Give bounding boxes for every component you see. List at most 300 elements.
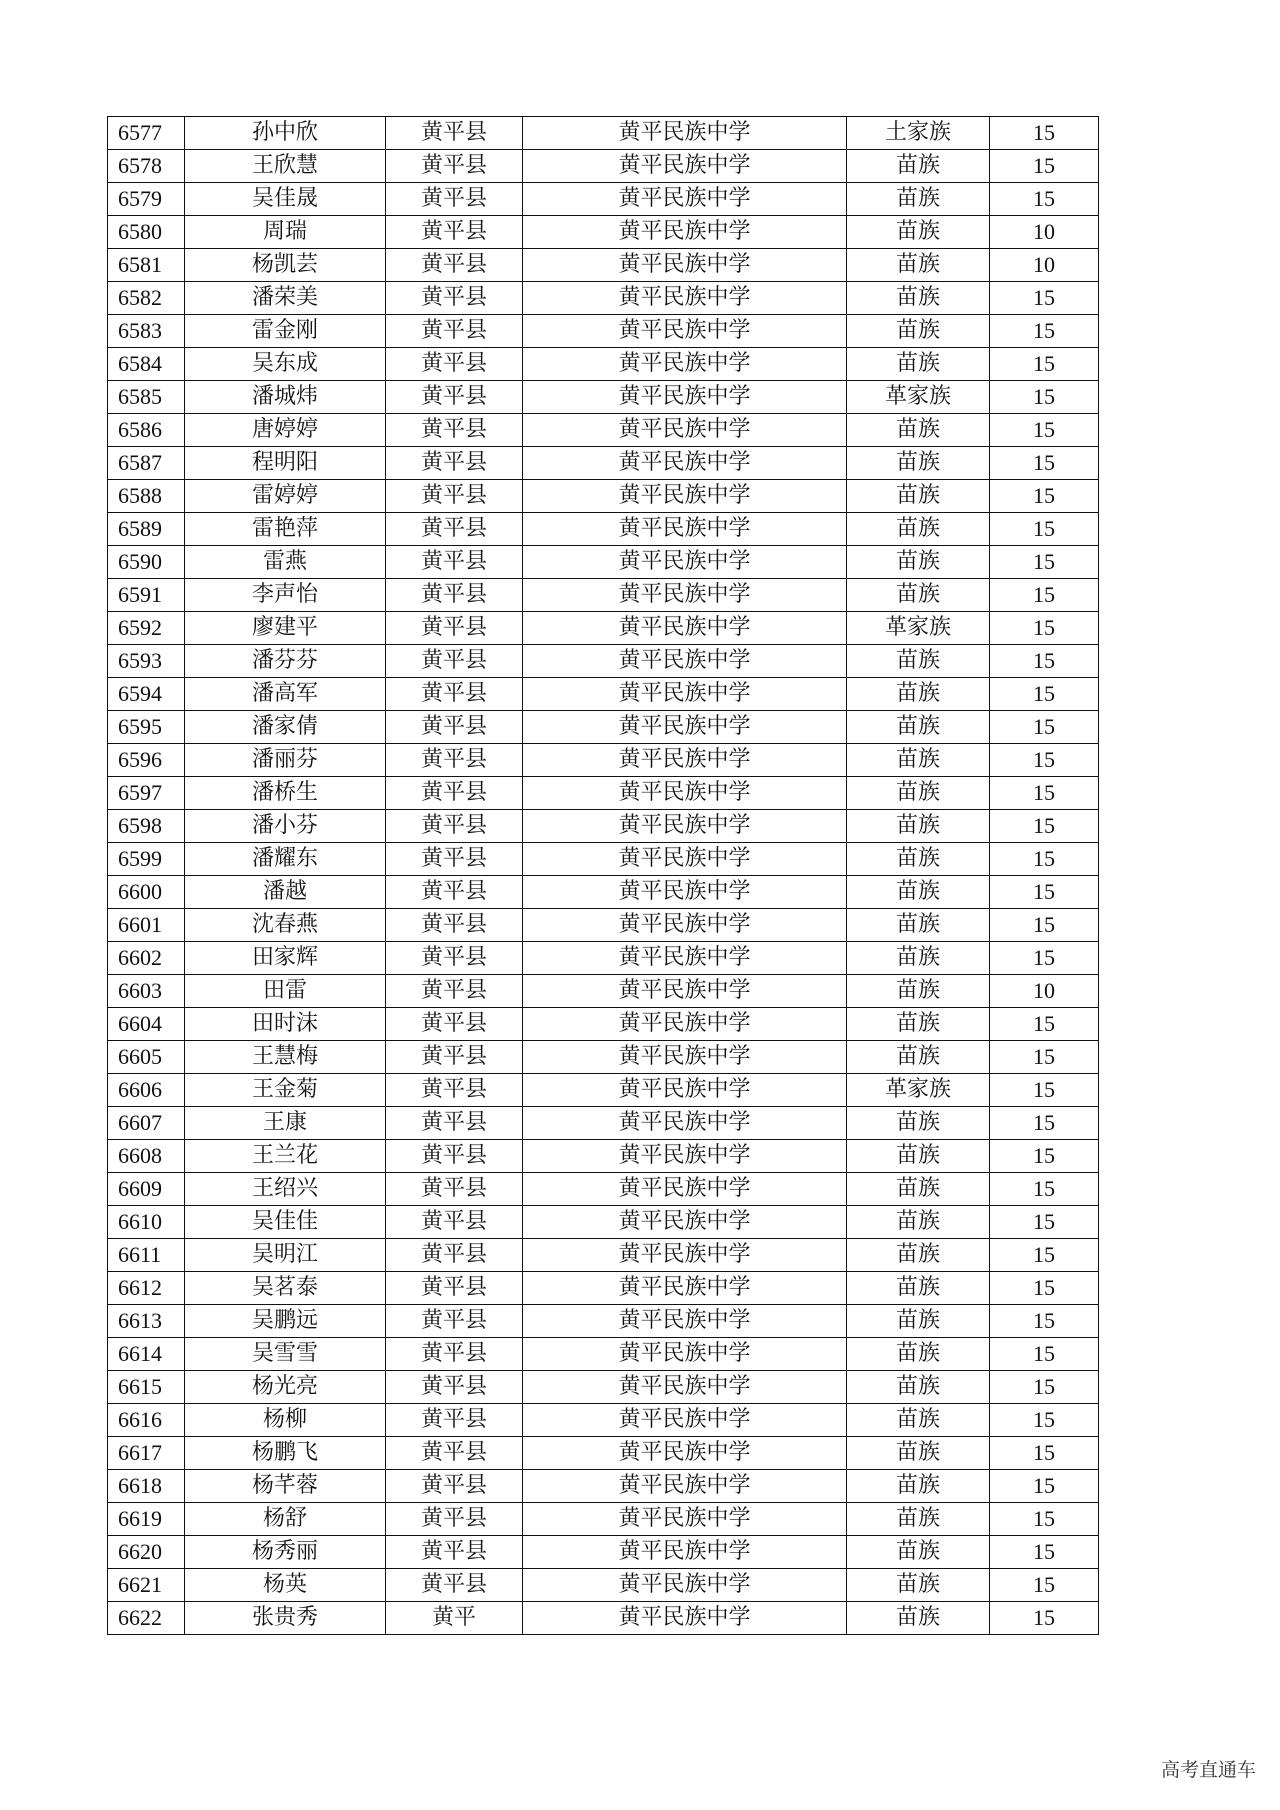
row-number-cell: 6602 (108, 942, 185, 975)
table-row (108, 579, 1099, 612)
school-name-cell: 黄平民族中学 (523, 447, 847, 480)
ethnicity-cell: 苗族 (847, 1140, 990, 1173)
row-number-cell: 6577 (108, 117, 185, 150)
county-cell: 黄平县 (386, 1338, 523, 1371)
school-name-cell: 黄平民族中学 (523, 1404, 847, 1437)
student-name-cell: 王康 (185, 1107, 386, 1140)
school-name-cell: 黄平民族中学 (523, 480, 847, 513)
row-number-cell: 6620 (108, 1536, 185, 1569)
ethnicity-cell: 苗族 (847, 942, 990, 975)
table-row (108, 1107, 1099, 1140)
student-name-cell: 潘高军 (185, 678, 386, 711)
bonus-score-cell: 15 (990, 1272, 1099, 1305)
county-cell: 黄平县 (386, 1008, 523, 1041)
table-row (108, 1008, 1099, 1041)
table-row (108, 909, 1099, 942)
school-name-cell: 黄平民族中学 (523, 1305, 847, 1338)
bonus-score-cell: 15 (990, 414, 1099, 447)
student-name-cell: 唐婷婷 (185, 414, 386, 447)
bonus-score-cell: 15 (990, 744, 1099, 777)
table-row (108, 1404, 1099, 1437)
student-roster-table (107, 116, 1099, 1635)
row-number-cell: 6601 (108, 909, 185, 942)
student-name-cell: 周瑞 (185, 216, 386, 249)
ethnicity-cell: 苗族 (847, 975, 990, 1008)
ethnicity-cell: 苗族 (847, 1008, 990, 1041)
county-cell: 黄平县 (386, 678, 523, 711)
ethnicity-cell: 苗族 (847, 810, 990, 843)
student-name-cell: 潘丽芬 (185, 744, 386, 777)
student-name-cell: 王兰花 (185, 1140, 386, 1173)
bonus-score-cell: 15 (990, 183, 1099, 216)
county-cell: 黄平县 (386, 1536, 523, 1569)
school-name-cell: 黄平民族中学 (523, 1008, 847, 1041)
ethnicity-cell: 苗族 (847, 843, 990, 876)
school-name-cell: 黄平民族中学 (523, 216, 847, 249)
bonus-score-cell: 15 (990, 447, 1099, 480)
student-name-cell: 潘家倩 (185, 711, 386, 744)
student-name-cell: 潘小芬 (185, 810, 386, 843)
county-cell: 黄平县 (386, 1305, 523, 1338)
student-name-cell: 孙中欣 (185, 117, 386, 150)
school-name-cell: 黄平民族中学 (523, 1074, 847, 1107)
bonus-score-cell: 15 (990, 150, 1099, 183)
county-cell: 黄平县 (386, 414, 523, 447)
bonus-score-cell: 15 (990, 942, 1099, 975)
ethnicity-cell: 苗族 (847, 183, 990, 216)
table-row (108, 1305, 1099, 1338)
bonus-score-cell: 15 (990, 315, 1099, 348)
bonus-score-cell: 15 (990, 1371, 1099, 1404)
ethnicity-cell: 苗族 (847, 645, 990, 678)
student-name-cell: 潘荣美 (185, 282, 386, 315)
table-row (108, 1536, 1099, 1569)
row-number-cell: 6578 (108, 150, 185, 183)
student-name-cell: 吴佳佳 (185, 1206, 386, 1239)
row-number-cell: 6611 (108, 1239, 185, 1272)
student-name-cell: 雷金刚 (185, 315, 386, 348)
school-name-cell: 黄平民族中学 (523, 975, 847, 1008)
ethnicity-cell: 革家族 (847, 1074, 990, 1107)
row-number-cell: 6614 (108, 1338, 185, 1371)
ethnicity-cell: 苗族 (847, 711, 990, 744)
school-name-cell: 黄平民族中学 (523, 711, 847, 744)
row-number-cell: 6585 (108, 381, 185, 414)
school-name-cell: 黄平民族中学 (523, 1239, 847, 1272)
school-name-cell: 黄平民族中学 (523, 1338, 847, 1371)
student-name-cell: 田家辉 (185, 942, 386, 975)
table-row (108, 546, 1099, 579)
bonus-score-cell: 15 (990, 513, 1099, 546)
student-name-cell: 王金菊 (185, 1074, 386, 1107)
ethnicity-cell: 苗族 (847, 1437, 990, 1470)
ethnicity-cell: 苗族 (847, 579, 990, 612)
county-cell: 黄平县 (386, 909, 523, 942)
bonus-score-cell: 15 (990, 381, 1099, 414)
bonus-score-cell: 15 (990, 1008, 1099, 1041)
student-name-cell: 张贵秀 (185, 1602, 386, 1635)
school-name-cell: 黄平民族中学 (523, 150, 847, 183)
table-row (108, 1173, 1099, 1206)
school-name-cell: 黄平民族中学 (523, 1536, 847, 1569)
row-number-cell: 6612 (108, 1272, 185, 1305)
bonus-score-cell: 15 (990, 1503, 1099, 1536)
county-cell: 黄平县 (386, 315, 523, 348)
bonus-score-cell: 15 (990, 1074, 1099, 1107)
student-name-cell: 王慧梅 (185, 1041, 386, 1074)
student-name-cell: 杨鹏飞 (185, 1437, 386, 1470)
row-number-cell: 6584 (108, 348, 185, 381)
ethnicity-cell: 革家族 (847, 381, 990, 414)
county-cell: 黄平县 (386, 810, 523, 843)
bonus-score-cell: 10 (990, 249, 1099, 282)
school-name-cell: 黄平民族中学 (523, 249, 847, 282)
school-name-cell: 黄平民族中学 (523, 1206, 847, 1239)
table-row (108, 282, 1099, 315)
bonus-score-cell: 15 (990, 1107, 1099, 1140)
row-number-cell: 6598 (108, 810, 185, 843)
row-number-cell: 6579 (108, 183, 185, 216)
row-number-cell: 6599 (108, 843, 185, 876)
county-cell: 黄平县 (386, 216, 523, 249)
row-number-cell: 6594 (108, 678, 185, 711)
county-cell: 黄平县 (386, 1140, 523, 1173)
table-row (108, 183, 1099, 216)
county-cell: 黄平县 (386, 777, 523, 810)
row-number-cell: 6597 (108, 777, 185, 810)
row-number-cell: 6621 (108, 1569, 185, 1602)
school-name-cell: 黄平民族中学 (523, 1503, 847, 1536)
bonus-score-cell: 15 (990, 579, 1099, 612)
row-number-cell: 6619 (108, 1503, 185, 1536)
bonus-score-cell: 15 (990, 909, 1099, 942)
school-name-cell: 黄平民族中学 (523, 1602, 847, 1635)
student-name-cell: 杨光亮 (185, 1371, 386, 1404)
bonus-score-cell: 15 (990, 810, 1099, 843)
table-row (108, 1140, 1099, 1173)
county-cell: 黄平县 (386, 1041, 523, 1074)
student-name-cell: 潘耀东 (185, 843, 386, 876)
table-row (108, 843, 1099, 876)
school-name-cell: 黄平民族中学 (523, 348, 847, 381)
roster-body (108, 117, 1099, 1635)
county-cell: 黄平县 (386, 282, 523, 315)
student-name-cell: 潘桥生 (185, 777, 386, 810)
county-cell: 黄平县 (386, 1437, 523, 1470)
bonus-score-cell: 15 (990, 348, 1099, 381)
school-name-cell: 黄平民族中学 (523, 876, 847, 909)
school-name-cell: 黄平民族中学 (523, 1140, 847, 1173)
table-row (108, 942, 1099, 975)
student-name-cell: 吴茗泰 (185, 1272, 386, 1305)
ethnicity-cell: 苗族 (847, 1602, 990, 1635)
bonus-score-cell: 15 (990, 480, 1099, 513)
table-row (108, 381, 1099, 414)
bonus-score-cell: 10 (990, 975, 1099, 1008)
school-name-cell: 黄平民族中学 (523, 777, 847, 810)
table-row (108, 744, 1099, 777)
table-row (108, 612, 1099, 645)
row-number-cell: 6596 (108, 744, 185, 777)
ethnicity-cell: 苗族 (847, 744, 990, 777)
county-cell: 黄平县 (386, 1503, 523, 1536)
row-number-cell: 6583 (108, 315, 185, 348)
ethnicity-cell: 苗族 (847, 909, 990, 942)
row-number-cell: 6608 (108, 1140, 185, 1173)
ethnicity-cell: 苗族 (847, 1470, 990, 1503)
county-cell: 黄平县 (386, 117, 523, 150)
school-name-cell: 黄平民族中学 (523, 744, 847, 777)
school-name-cell: 黄平民族中学 (523, 1470, 847, 1503)
row-number-cell: 6616 (108, 1404, 185, 1437)
county-cell: 黄平县 (386, 645, 523, 678)
table-row (108, 1569, 1099, 1602)
ethnicity-cell: 苗族 (847, 1404, 990, 1437)
school-name-cell: 黄平民族中学 (523, 843, 847, 876)
ethnicity-cell: 苗族 (847, 447, 990, 480)
bonus-score-cell: 15 (990, 1041, 1099, 1074)
ethnicity-cell: 苗族 (847, 1107, 990, 1140)
county-cell: 黄平县 (386, 1404, 523, 1437)
ethnicity-cell: 苗族 (847, 1305, 990, 1338)
bonus-score-cell: 10 (990, 216, 1099, 249)
table-row (108, 1470, 1099, 1503)
table-row (108, 810, 1099, 843)
school-name-cell: 黄平民族中学 (523, 1173, 847, 1206)
bonus-score-cell: 15 (990, 1437, 1099, 1470)
row-number-cell: 6605 (108, 1041, 185, 1074)
county-cell: 黄平县 (386, 1569, 523, 1602)
bonus-score-cell: 15 (990, 546, 1099, 579)
student-name-cell: 雷婷婷 (185, 480, 386, 513)
student-name-cell: 潘城炜 (185, 381, 386, 414)
table-row (108, 876, 1099, 909)
county-cell: 黄平县 (386, 1239, 523, 1272)
watermark-label: 高考直通车 (1160, 1759, 1256, 1781)
ethnicity-cell: 苗族 (847, 777, 990, 810)
table-row (108, 117, 1099, 150)
school-name-cell: 黄平民族中学 (523, 1437, 847, 1470)
ethnicity-cell: 苗族 (847, 249, 990, 282)
bonus-score-cell: 15 (990, 117, 1099, 150)
county-cell: 黄平县 (386, 447, 523, 480)
row-number-cell: 6615 (108, 1371, 185, 1404)
student-name-cell: 吴东成 (185, 348, 386, 381)
school-name-cell: 黄平民族中学 (523, 612, 847, 645)
table-row (108, 1239, 1099, 1272)
county-cell: 黄平县 (386, 348, 523, 381)
county-cell: 黄平县 (386, 249, 523, 282)
ethnicity-cell: 苗族 (847, 1239, 990, 1272)
ethnicity-cell: 苗族 (847, 315, 990, 348)
school-name-cell: 黄平民族中学 (523, 645, 847, 678)
county-cell: 黄平县 (386, 480, 523, 513)
ethnicity-cell: 苗族 (847, 1272, 990, 1305)
student-name-cell: 杨芊蓉 (185, 1470, 386, 1503)
row-number-cell: 6586 (108, 414, 185, 447)
student-name-cell: 杨秀丽 (185, 1536, 386, 1569)
county-cell: 黄平县 (386, 975, 523, 1008)
student-name-cell: 吴佳晟 (185, 183, 386, 216)
county-cell: 黄平县 (386, 381, 523, 414)
bonus-score-cell: 15 (990, 678, 1099, 711)
school-name-cell: 黄平民族中学 (523, 810, 847, 843)
bonus-score-cell: 15 (990, 876, 1099, 909)
table-row (108, 249, 1099, 282)
table-row (108, 1503, 1099, 1536)
school-name-cell: 黄平民族中学 (523, 183, 847, 216)
county-cell: 黄平县 (386, 942, 523, 975)
student-name-cell: 雷艳萍 (185, 513, 386, 546)
school-name-cell: 黄平民族中学 (523, 282, 847, 315)
student-name-cell: 潘越 (185, 876, 386, 909)
county-cell: 黄平县 (386, 1470, 523, 1503)
county-cell: 黄平县 (386, 546, 523, 579)
ethnicity-cell: 苗族 (847, 1371, 990, 1404)
school-name-cell: 黄平民族中学 (523, 909, 847, 942)
school-name-cell: 黄平民族中学 (523, 546, 847, 579)
ethnicity-cell: 苗族 (847, 480, 990, 513)
school-name-cell: 黄平民族中学 (523, 1371, 847, 1404)
student-name-cell: 廖建平 (185, 612, 386, 645)
bonus-score-cell: 15 (990, 1602, 1099, 1635)
county-cell: 黄平 (386, 1602, 523, 1635)
table-row (108, 678, 1099, 711)
ethnicity-cell: 苗族 (847, 1569, 990, 1602)
table-row (108, 150, 1099, 183)
bonus-score-cell: 15 (990, 1470, 1099, 1503)
ethnicity-cell: 苗族 (847, 1536, 990, 1569)
table-row (108, 1041, 1099, 1074)
bonus-score-cell: 15 (990, 645, 1099, 678)
row-number-cell: 6610 (108, 1206, 185, 1239)
student-name-cell: 王绍兴 (185, 1173, 386, 1206)
row-number-cell: 6617 (108, 1437, 185, 1470)
row-number-cell: 6618 (108, 1470, 185, 1503)
bonus-score-cell: 15 (990, 1305, 1099, 1338)
bonus-score-cell: 15 (990, 1206, 1099, 1239)
table-row (108, 645, 1099, 678)
ethnicity-cell: 苗族 (847, 513, 990, 546)
table-row (108, 1272, 1099, 1305)
row-number-cell: 6587 (108, 447, 185, 480)
ethnicity-cell: 苗族 (847, 1206, 990, 1239)
student-name-cell: 李声怡 (185, 579, 386, 612)
bonus-score-cell: 15 (990, 1536, 1099, 1569)
table-row (108, 1371, 1099, 1404)
county-cell: 黄平县 (386, 513, 523, 546)
school-name-cell: 黄平民族中学 (523, 117, 847, 150)
table-row (108, 480, 1099, 513)
school-name-cell: 黄平民族中学 (523, 1569, 847, 1602)
student-name-cell: 吴明江 (185, 1239, 386, 1272)
school-name-cell: 黄平民族中学 (523, 513, 847, 546)
row-number-cell: 6589 (108, 513, 185, 546)
student-name-cell: 田雷 (185, 975, 386, 1008)
school-name-cell: 黄平民族中学 (523, 381, 847, 414)
county-cell: 黄平县 (386, 1173, 523, 1206)
ethnicity-cell: 苗族 (847, 216, 990, 249)
student-name-cell: 王欣慧 (185, 150, 386, 183)
student-name-cell: 潘芬芬 (185, 645, 386, 678)
ethnicity-cell: 苗族 (847, 876, 990, 909)
table-row (108, 1437, 1099, 1470)
row-number-cell: 6591 (108, 579, 185, 612)
row-number-cell: 6595 (108, 711, 185, 744)
row-number-cell: 6590 (108, 546, 185, 579)
ethnicity-cell: 苗族 (847, 546, 990, 579)
student-name-cell: 吴鹏远 (185, 1305, 386, 1338)
county-cell: 黄平县 (386, 579, 523, 612)
county-cell: 黄平县 (386, 876, 523, 909)
county-cell: 黄平县 (386, 183, 523, 216)
school-name-cell: 黄平民族中学 (523, 678, 847, 711)
bonus-score-cell: 15 (990, 612, 1099, 645)
table-row (108, 216, 1099, 249)
student-name-cell: 雷燕 (185, 546, 386, 579)
student-name-cell: 程明阳 (185, 447, 386, 480)
row-number-cell: 6603 (108, 975, 185, 1008)
row-number-cell: 6593 (108, 645, 185, 678)
table-row (108, 513, 1099, 546)
ethnicity-cell: 苗族 (847, 1338, 990, 1371)
table-row (108, 1338, 1099, 1371)
row-number-cell: 6600 (108, 876, 185, 909)
row-number-cell: 6622 (108, 1602, 185, 1635)
row-number-cell: 6588 (108, 480, 185, 513)
school-name-cell: 黄平民族中学 (523, 1041, 847, 1074)
county-cell: 黄平县 (386, 1371, 523, 1404)
table-row (108, 975, 1099, 1008)
table-row (108, 414, 1099, 447)
ethnicity-cell: 土家族 (847, 117, 990, 150)
bonus-score-cell: 15 (990, 711, 1099, 744)
bonus-score-cell: 15 (990, 1569, 1099, 1602)
ethnicity-cell: 苗族 (847, 414, 990, 447)
county-cell: 黄平县 (386, 1107, 523, 1140)
school-name-cell: 黄平民族中学 (523, 1107, 847, 1140)
student-name-cell: 杨凯芸 (185, 249, 386, 282)
bonus-score-cell: 15 (990, 282, 1099, 315)
row-number-cell: 6592 (108, 612, 185, 645)
ethnicity-cell: 苗族 (847, 150, 990, 183)
county-cell: 黄平县 (386, 1272, 523, 1305)
table-row (108, 1206, 1099, 1239)
row-number-cell: 6606 (108, 1074, 185, 1107)
bonus-score-cell: 15 (990, 1239, 1099, 1272)
county-cell: 黄平县 (386, 711, 523, 744)
county-cell: 黄平县 (386, 1206, 523, 1239)
table-row (108, 1074, 1099, 1107)
row-number-cell: 6607 (108, 1107, 185, 1140)
bonus-score-cell: 15 (990, 1338, 1099, 1371)
bonus-score-cell: 15 (990, 1173, 1099, 1206)
county-cell: 黄平县 (386, 150, 523, 183)
table-row (108, 315, 1099, 348)
student-name-cell: 杨舒 (185, 1503, 386, 1536)
bonus-score-cell: 15 (990, 1404, 1099, 1437)
row-number-cell: 6609 (108, 1173, 185, 1206)
ethnicity-cell: 苗族 (847, 678, 990, 711)
student-name-cell: 吴雪雪 (185, 1338, 386, 1371)
ethnicity-cell: 苗族 (847, 1503, 990, 1536)
student-name-cell: 杨英 (185, 1569, 386, 1602)
table-row (108, 777, 1099, 810)
ethnicity-cell: 苗族 (847, 1173, 990, 1206)
bonus-score-cell: 15 (990, 1140, 1099, 1173)
county-cell: 黄平县 (386, 843, 523, 876)
ethnicity-cell: 革家族 (847, 612, 990, 645)
